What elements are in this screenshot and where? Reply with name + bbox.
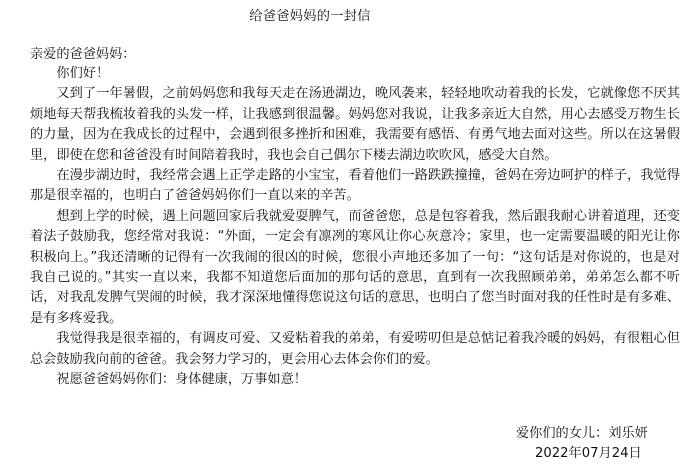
letter-paragraph-4: 我觉得我是很幸福的，有调皮可爱、又爱粘着我的弟弟，有爱唠叨但是总惦记着我冷暖的妈妈，有很粗心但总会鼓励我向前的爸爸。我会努力学习的，更会用心去体会你们的爱。 [30,331,680,367]
letter-paragraph-3: 想到上学的时候，遇上问题回家后我就爱耍脾气，而爸爸您，总是包容着我，然后跟我耐心讲着道理，还变着法子鼓励我，您经常对我说：“外面，一定会有凛冽的寒风让你心灰意冷；家里，也一定需要温暖的阳光让你积极向上。”我还清晰的记得有一次我闹的很凶的时候，您很小声地还多加了一句：“这句话是对你说的，也是对我自己说的。”其实一直以来，我都不知道您后面加的那句话的意思，直到有一次我照顾弟弟，弟弟怎么都不听话，对我乱发脾气哭闹的时候，我才深深地懂得您说这句话的意思，也明白了您当时面对我的任性时是有多难、是有多疼爱我。 [30,208,680,326]
letter-paragraph-2: 在漫步湖边时，我经常会遇上正学走路的小宝宝，看着他们一路跌跌撞撞，爸妈在旁边呵护的样子，我觉得那是很幸福的，也明白了爸爸妈妈你们一直以来的辛苦。 [30,168,680,204]
letter-date: 2022年07月24日 [535,446,642,461]
letter-salutation: 亲爱的爸爸妈妈： [30,47,136,62]
letter-closing-wish: 祝愿爸爸妈妈你们：身体健康，万事如意！ [56,372,307,388]
letter-signature: 爱你们的女儿：刘乐妍 [516,426,648,441]
letter-greeting: 你们好！ [56,66,110,81]
letter-body [30,64,680,391]
letter-title: 给爸爸妈妈的一封信 [249,9,371,24]
letter-paragraph-1: 又到了一年暑假，之前妈妈您和我每天走在汤逊湖边，晚风袭来，轻轻地吹动着我的长发，它就像您不厌其烦地每天帮我梳妆着我的头发一样，让我感到很温馨。妈妈您对我说，让我多亲近大自然，用心去感受万物生长的力量，因为在我成长的过程中，会遇到很多挫折和困难，我需要有感悟、有勇气地去面对这些。所以在这暑假里，即使在您和爸爸没有时间陪着我时，我也会自己偶尔下楼去湖边吹吹风，感受大自然。 [30,86,680,163]
